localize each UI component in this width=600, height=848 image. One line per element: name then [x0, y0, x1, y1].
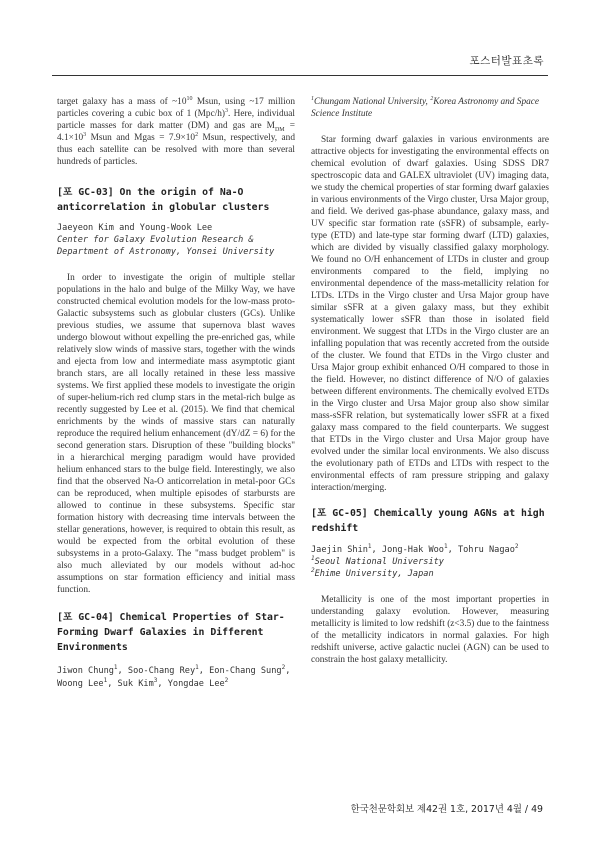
abstract-body-gc05: Metallicity is one of the most important properties in understanding galaxy evolution. However, measuring metallicity is limited to low redshift (z<3.5) due to the faintness of the metallicity indicators in normal galaxies. For high redshift universe, active galactic nuclei (AGN) can be used to constrain the host galaxy metallicity. [311, 595, 549, 665]
affiliation-gc04: $^1$Chungam National University, $^2$Korea Astronomy and Space Science Institute [311, 95, 540, 119]
abstract-title-gc05: [포 GC-05] Chemically young AGNs at high redshift [311, 508, 545, 534]
authors-gc05: Jaejin Shin$^1$, Jong-Hak Woo$^1$, Tohru Nagao$^2$ [311, 543, 519, 555]
affiliation-gc05-1: $^1$Seoul National University [311, 555, 444, 567]
abstract-title-gc03: [포 GC-03] On the origin of Na-O anticorrelation in globular clusters [57, 187, 270, 213]
header-rule [52, 75, 548, 76]
abstract-title-gc04: [포 GC-04] Chemical Properties of Star-Forming Dwarf Galaxies in Different Environments [57, 612, 285, 653]
authors-gc03: Jaeyeon Kim and Young-Wook Lee [57, 223, 213, 233]
page-footer: 한국천문학회보 제42권 1호, 2017년 4월 / 49 [350, 804, 543, 815]
left-column [57, 96, 295, 691]
affiliation-gc03: Center for Galaxy Evolution Research & Department of Astronomy, Yonsei University [57, 235, 275, 257]
running-header: 포스터발표초록 [469, 55, 544, 67]
affiliation-gc05-2: $^2$Ehime University, Japan [311, 567, 434, 579]
authors-gc04: Jiwon Chung$^1$, Soo-Chang Rey$^1$, Eon-Chang Sung$^2$, Woong Lee$^1$, Suk Kim$^3$, Yongdae Lee$^2$ [57, 664, 291, 689]
abstract-body-gc04: Star forming dwarf galaxies in various environments are attractive objects for investigating the environmental effects on chemical evolution of dwarf galaxies. Using SDSS DR7 spectroscopic data and GALEX ultraviolet (UV) imaging data, we study the chemical properties of star forming dwarf galaxies in various environments of the Virgo cluster, Ursa Major group, and field. We derived gas-phase abundance, galaxy mass, and UV specific star formation rate (sSFR) of subsample, early-type (ETD) and late-type star forming dwarf (LTD) galaxies, which are divided by visually classified galaxy morphology. We found no O/H enhancement of LTDs in cluster and group environments compared to the field, implying no environmental dependence of the mass-metallicity relation for LTDs. LTDs in the Virgo cluster and Ursa Major group have similar sSFR at a given galaxy mass, but they exhibit systematically lower sSFR than those in isolated field environment. We suggest that LTDs in the Virgo cluster are an infalling population that was recently accreted from the outside of the cluster. We found that ETDs in the Virgo cluster and Ursa Major group exhibit enhanced O/H compared to those in the field. However, no distinct difference of N/O of galaxies between different environments. The chemically evolved ETDs in the Virgo cluster and Ursa Major group also show similar mass-sSFR relation, but systematically lower sSFR at a fixed galaxy mass compared to the field counterparts. We suggest that ETDs in the Virgo cluster and Ursa Major group have evolved under the similar local environments. We also discuss the evolutionary path of ETDs and LTDs with respect to the environmental effects of ram pressure stripping and galaxy interaction/merging. [311, 135, 549, 493]
right-column [311, 96, 549, 666]
continued-abstract-text: target galaxy has a mass of $\sim 10^{10}$ Msun, using ~17 million particles covering a cubic box of 1 $(Mpc/h)^3$. Here, individual particle masses for dark matter (DM) and gas are $M_{DM} = 4.1\times 10^3$ Msun and Mgas = $7.9\times 10^2$ Msun, respectively, and thus each satellite can be resolved with more than several hundreds of particles. [57, 95, 296, 167]
abstract-body-gc03: In order to investigate the origin of multiple stellar populations in the halo and bulge of the Milky Way, we have constructed chemical evolution models for the low-mass proto-Galactic subsystems such as globular clusters (GCs). Unlike previous studies, we assume that supernova blast waves undergo blowout without expelling the pre-enriched gas, while relatively slow winds of massive stars, together with the winds and ejecta from low and intermediate mass asymptotic giant branch stars, are all locally retained in these less massive systems. We first applied these models to investigate the origin of super-helium-rich red clump stars in the metal-rich bulge as recently suggested by Lee et al. (2015). We find that chemical enrichments by the winds of massive stars can naturally reproduce the required helium enhancement (dY/dZ = 6) for the second generation stars. Disruption of these "building blocks" in a hierarchical merging paradigm would have provided helium enhanced stars to the bulge field. Interestingly, we also find that the observed Na-O anticorrelation in metal-poor GCs can be reproduced, when multiple episodes of starbursts are allowed to continue in these subsystems. Specific star formation history with decreasing time intervals between the stellar generations, however, is required to obtain this result, as would be expected from the orbital evolution of these subsystems in a proto-Galaxy. The "mass budget problem" is also much alleviated by our models without ad-hoc assumptions on star formation efficiency and initial mass function. [57, 273, 295, 595]
